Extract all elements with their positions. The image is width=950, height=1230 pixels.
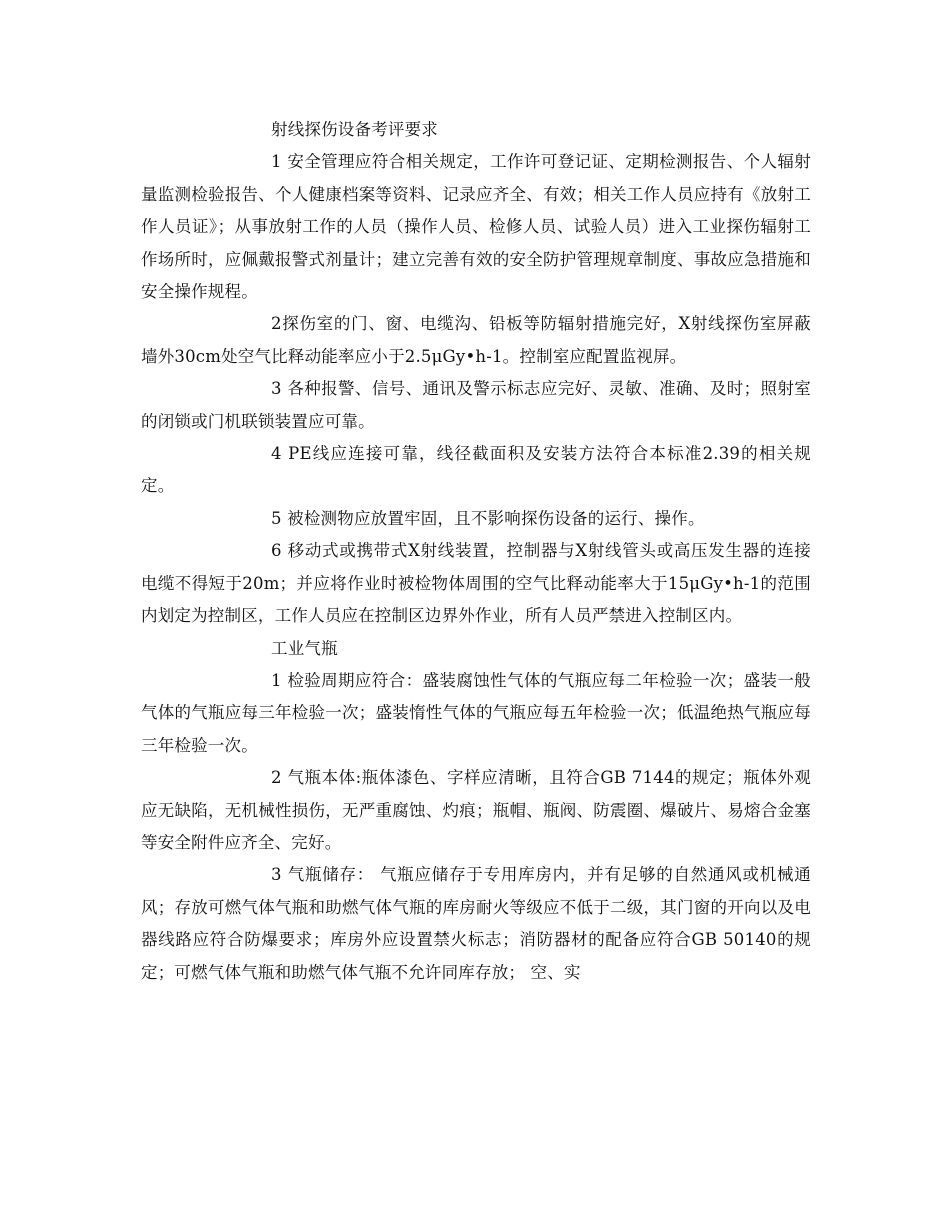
paragraph-mobile-xray: 6 移动式或携带式X射线装置，控制器与X射线管头或高压发生器的连接电缆不得短于20m；并应将作业时被检物体周围的空气比释动能率大于15μGy•h-1的范围内划定为控制区，工作人员应在控制区边界外作业，所有人员严禁进入控制区内。	[141, 541, 811, 626]
document-body	[141, 114, 811, 989]
paragraph-safety-management: 1 安全管理应符合相关规定，工作许可登记证、定期检测报告、个人辐射量监测检验报告、个人健康档案等资料、记录应齐全、有效；相关工作人员应持有《放射工作人员证》；从事放射工作的人员（操作人员、检修人员、试验人员）进入工业探伤辐射工作场所时，应佩戴报警式剂量计；建立完善有效的安全防护管理规章制度、事故应急措施和安全操作规程。	[141, 152, 811, 302]
paragraph-cylinder-body: 2 气瓶本体:瓶体漆色、字样应清晰，且符合GB 7144的规定；瓶体外观应无缺陷，无机械性损伤，无严重腐蚀、灼痕；瓶帽、瓶阀、防震圈、爆破片、易熔合金塞等安全附件应齐全、完好。	[141, 768, 811, 852]
paragraph-cylinder-storage: 3 气瓶储存： 气瓶应储存于专用库房内，并有足够的自然通风或机械通风；存放可燃气体气瓶和助燃气体气瓶的库房耐火等级应不低于二级，其门窗的开向以及电器线路应符合防爆要求；库房外应设置禁火标志；消防器材的配备应符合GB 50140的规定；可燃气体气瓶和助燃气体气瓶不允许同库存放； 空、实	[141, 865, 811, 982]
section-heading-gas-cylinders: 工业气瓶	[271, 638, 338, 658]
paragraph-inspection-room: 2探伤室的门、窗、电缆沟、铅板等防辐射措施完好，X射线探伤室屏蔽墙外30cm处空气比释动能率应小于2.5μGy•h-1。控制室应配置监视屏。	[141, 314, 811, 366]
section-heading-radiography: 射线探伤设备考评要求	[271, 120, 438, 139]
paragraph-pe-line: 4 PE线应连接可靠，线径截面积及安装方法符合本标准2.39的相关规定。	[141, 444, 811, 496]
paragraph-inspection-cycle: 1 检验周期应符合：盛装腐蚀性气体的气瓶应每二年检验一次；盛装一般气体的气瓶应每三年检验一次；盛装惰性气体的气瓶应每五年检验一次；低温绝热气瓶应每三年检验一次。	[141, 670, 811, 755]
paragraph-alarms-signals: 3 各种报警、信号、通讯及警示标志应完好、灵敏、准确、及时；照射室的闭锁或门机联锁装置应可靠。	[141, 379, 811, 431]
paragraph-test-object: 5 被检测物应放置牢固，且不影响探伤设备的运行、操作。	[271, 508, 705, 528]
